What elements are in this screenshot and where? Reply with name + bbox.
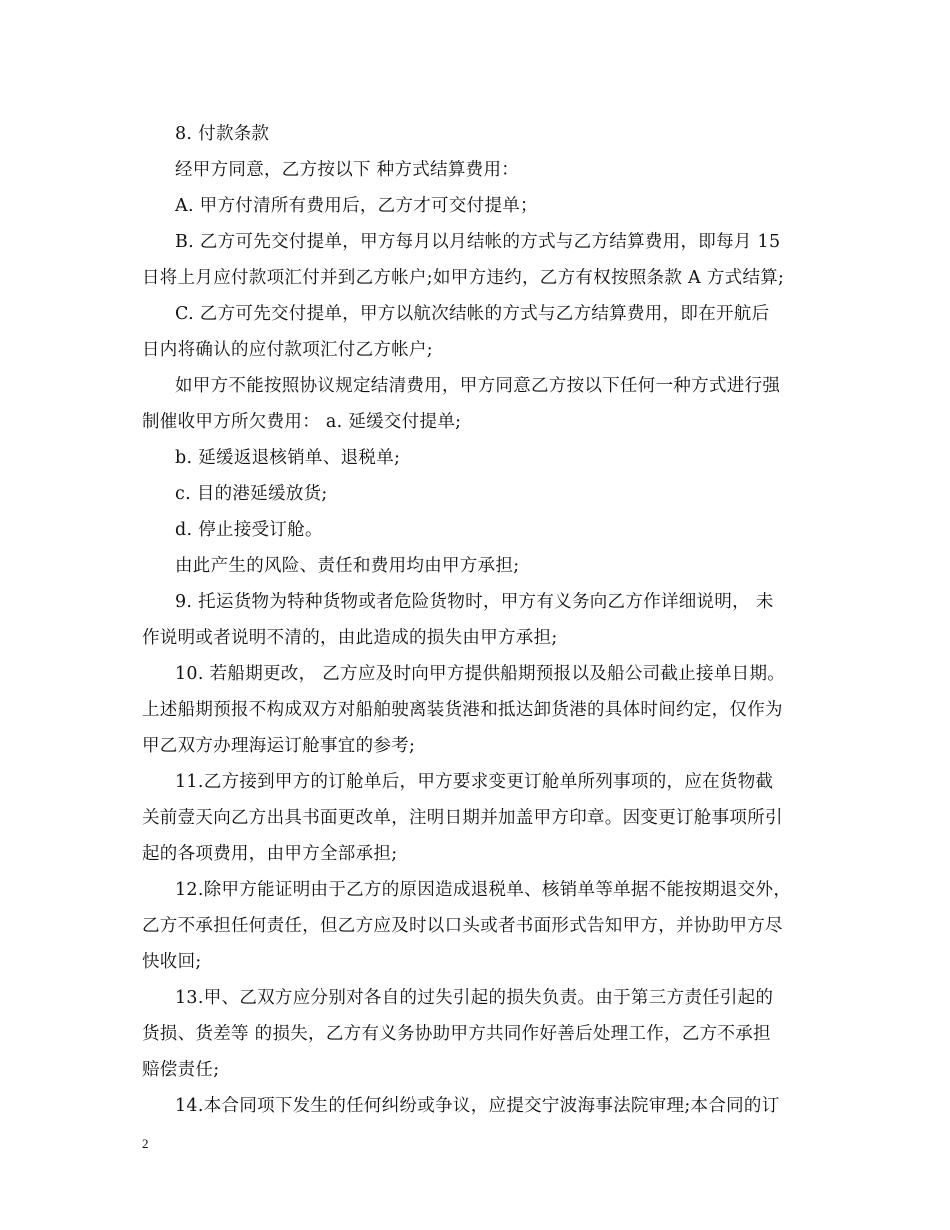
contract-text-body	[142, 116, 832, 1124]
text-line: c. 目的港延缓放货;	[175, 484, 328, 504]
text-line: 日将上月应付款项汇付并到乙方帐户;如甲方违约，乙方有权按照条款 A 方式结算;	[142, 268, 785, 288]
text-line: b. 延缓返退核销单、退税单;	[175, 448, 401, 468]
text-line: 经甲方同意，乙方按以下 种方式结算费用：	[175, 160, 520, 180]
text-line: 13.甲、乙双方应分别对各自的过失引起的损失负责。由于第三方责任引起的	[175, 988, 774, 1008]
text-line: d. 停止接受订舱。	[175, 520, 323, 540]
text-line: 制催收甲方所欠费用： a. 延缓交付提单;	[142, 412, 462, 432]
text-line: C. 乙方可先交付提单，甲方以航次结帐的方式与乙方结算费用，即在开航后	[175, 304, 770, 324]
text-line: 9. 托运货物为特种货物或者危险货物时，甲方有义务向乙方作详细说明， 未	[175, 592, 774, 612]
text-line: 上述船期预报不构成双方对船舶驶离装货港和抵达卸货港的具体时间约定，仅作为	[142, 700, 783, 720]
text-line: A. 甲方付清所有费用后，乙方才可交付提单；	[175, 196, 538, 216]
text-line: 11.乙方接到甲方的订舱单后，甲方要求变更订舱单所列事项的，应在货物截	[175, 772, 774, 792]
text-line: 由此产生的风险、责任和费用均由甲方承担;	[175, 556, 520, 576]
text-line: 乙方不承担任何责任，但乙方应及时以口头或者书面形式告知甲方，并协助甲方尽	[142, 916, 783, 936]
text-line: 日内将确认的应付款项汇付乙方帐户;	[142, 340, 433, 360]
text-line: 如甲方不能按照协议规定结清费用，甲方同意乙方按以下任何一种方式进行强	[175, 376, 781, 396]
text-line: 8. 付款条款	[175, 124, 270, 144]
text-line: 起的各项费用，由甲方全部承担;	[142, 844, 398, 864]
text-line: 货损、货差等 的损失，乙方有义务协助甲方共同作好善后处理工作，乙方不承担	[142, 1024, 771, 1044]
text-line: 关前壹天向乙方出具书面更改单，注明日期并加盖甲方印章。因变更订舱事项所引	[142, 808, 783, 828]
text-line: 12.除甲方能证明由于乙方的原因造成退税单、核销单等单据不能按期退交外，	[175, 880, 792, 900]
text-line: 快收回;	[142, 952, 202, 972]
page-number: 2	[142, 1136, 149, 1151]
text-line: 赔偿责任;	[142, 1060, 220, 1080]
text-line: 甲乙双方办理海运订舱事宜的参考;	[142, 736, 416, 756]
text-line: B. 乙方可先交付提单，甲方每月以月结帐的方式与乙方结算费用，即每月 15	[175, 232, 781, 252]
text-line: 14.本合同项下发生的任何纠纷或争议，应提交宁波海事法院审理;本合同的订	[175, 1096, 780, 1116]
text-line: 作说明或者说明不清的，由此造成的损失由甲方承担;	[142, 628, 558, 648]
text-line: 10. 若船期更改， 乙方应及时向甲方提供船期预报以及船公司截止接单日期。	[175, 664, 786, 684]
